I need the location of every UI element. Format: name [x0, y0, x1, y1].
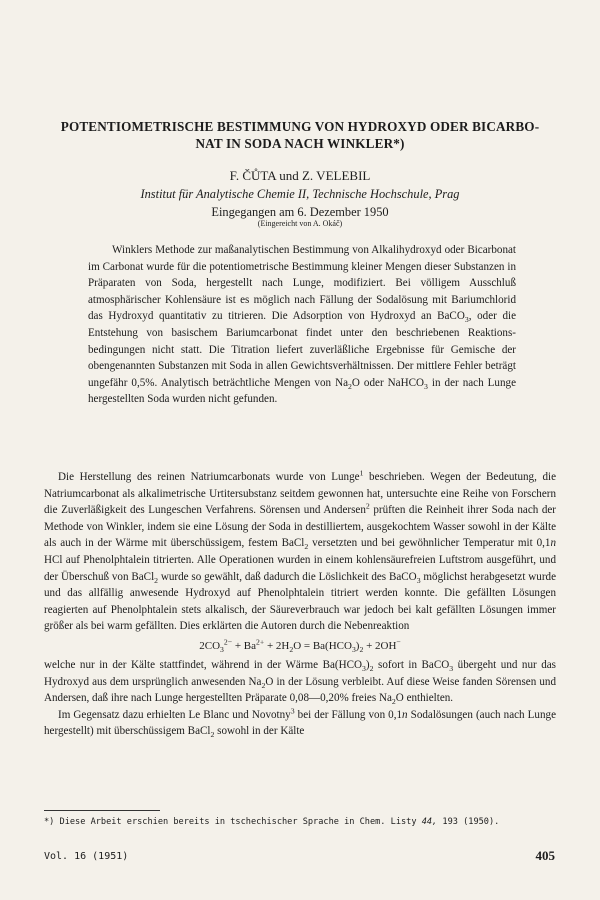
footnote-divider	[44, 810, 160, 811]
title-line-1: POTENTIOMETRISCHE BESTIMMUNG VON HYDROXYD ODER BICARBO-	[60, 119, 540, 134]
received-date: Eingegangen am 6. Dezember 1950	[211, 205, 389, 219]
institute: Institut für Analytische Chemie II, Technische Hochschule, Prag	[140, 187, 460, 201]
body-text	[44, 469, 556, 740]
paragraph-3: Im Gegensatz dazu erhielten Le Blanc und Novotny$^3$ bei der Fällung von 0,1n Sodalösungen (auch nach Lunge hergestellt) mit überschüssigem BaCl$_2$ sowohl in der Kälte	[44, 706, 556, 740]
title-line-2: NAT IN SODA NACH WINKLER*)	[195, 136, 405, 151]
article-title	[30, 118, 570, 152]
abstract: Winklers Methode zur maßanalytischen Bestimmung von Alkalihydroxyd oder Bicarbonat im Carbonat wurde für die potentiometrische Bestimmung kleiner Mengen dieser Substanzen in Präparaten von Soda, hergestellt nach Lunge, modifiziert. Bei völligem Ausschluß atmosphärischer Kohlensäure ist es möglich nach Fällung der Sodalösung mit Bariumchlorid das Hydroxyd quantitativ zu titrieren. Die Adsorption von Hydroxyd an BaCO$_3$, oder die Entstehung von basischem Bariumcarbonat findet unter den beschriebenen Reaktionsbedingungen nicht statt. Die Titration liefert zuverläßliche Ergebnisse für Gemische der obengenannten Substanzen mit Soda in allen Gewichtsverhältnissen. Der mittlere Fehler beträgt ungefähr 0,5%. Analytisch beträchtliche Mengen von $Na_2O$ oder NaHCO$_3$ in der nach Lunge hergestellten Soda wurden nicht gefunden.	[88, 244, 516, 406]
footnote: *) Diese Arbeit erschien bereits in tschechischer Sprache in Chem. Listy 44, 193 (1950).	[44, 817, 500, 827]
paragraph-1: Die Herstellung des reinen Natriumcarbonats wurde von Lunge$^1$ beschrieben. Wegen der Bedeutung, die Natriumcarbonat als alkalimetrische Urtitersubstanz seitdem gewonnen hat, untersuchte eine Reihe von Forschern die Zuverläßigkeit des Lungeschen Verfahrens. Sörensen und Andersen$^2$ prüften die Reinheit ihrer Soda nach der Methode von Winkler, indem sie eine Lösung der Soda in destilliertem, ausgekochtem Wasser sowohl in der Kälte als auch in der Wärme mit überschüssigem, festem BaCl$_2$ versetzten und bei gewöhnlicher Temperatur mit 0,1n HCl auf Phenolphtalein titrierten. Alle Operationen wurden in einem kohlensäurefreien Luftstrom ausgeführt, und der Überschuß von BaCl$_2$ wurde so gewählt, daß dadurch die Löslichkeit des BaCO$_3$ möglichst herabgesetzt wurde und das allfällig anwesende Hydroxyd auf Phenolphtalein titriert werden konnte. Die gefällten Lösungen reagierten auf Phenolphtalein stets alkalisch, der Säureverbrauch war jedoch bei kalt gefällten Lösungen immer größer als bei warm gefällten. Dies erklärten die Autoren durch die Nebenreaktion	[44, 468, 556, 633]
authors: F. ČŮTA und Z. VELEBIL	[229, 168, 371, 183]
volume-label: Vol. 16 (1951)	[44, 851, 129, 862]
reaction-formula: $2CO_3^{2-} + Ba^{2+} + 2H_2O = Ba(HCO_3)_2 + 2OH^-$	[199, 637, 401, 655]
paragraph-2: welche nur in der Kälte stattfindet, während in der Wärme $Ba(HCO_3)_2$ sofort in BaCO$_3$ übergeht und nur das Hydroxyd aus dem ursprünglich anwesenden $Na_2O$ in der Lösung verbleibt. Auf diese Weise fanden Sörensen und Andersen, daß ihre nach Lunge hergestellten Präparate 0,08—0,20% freies $Na_2O$ enthielten.	[44, 658, 556, 707]
submitted-by: (Eingereicht von A. Okáč)	[257, 219, 343, 228]
page-number: 405	[535, 848, 555, 863]
